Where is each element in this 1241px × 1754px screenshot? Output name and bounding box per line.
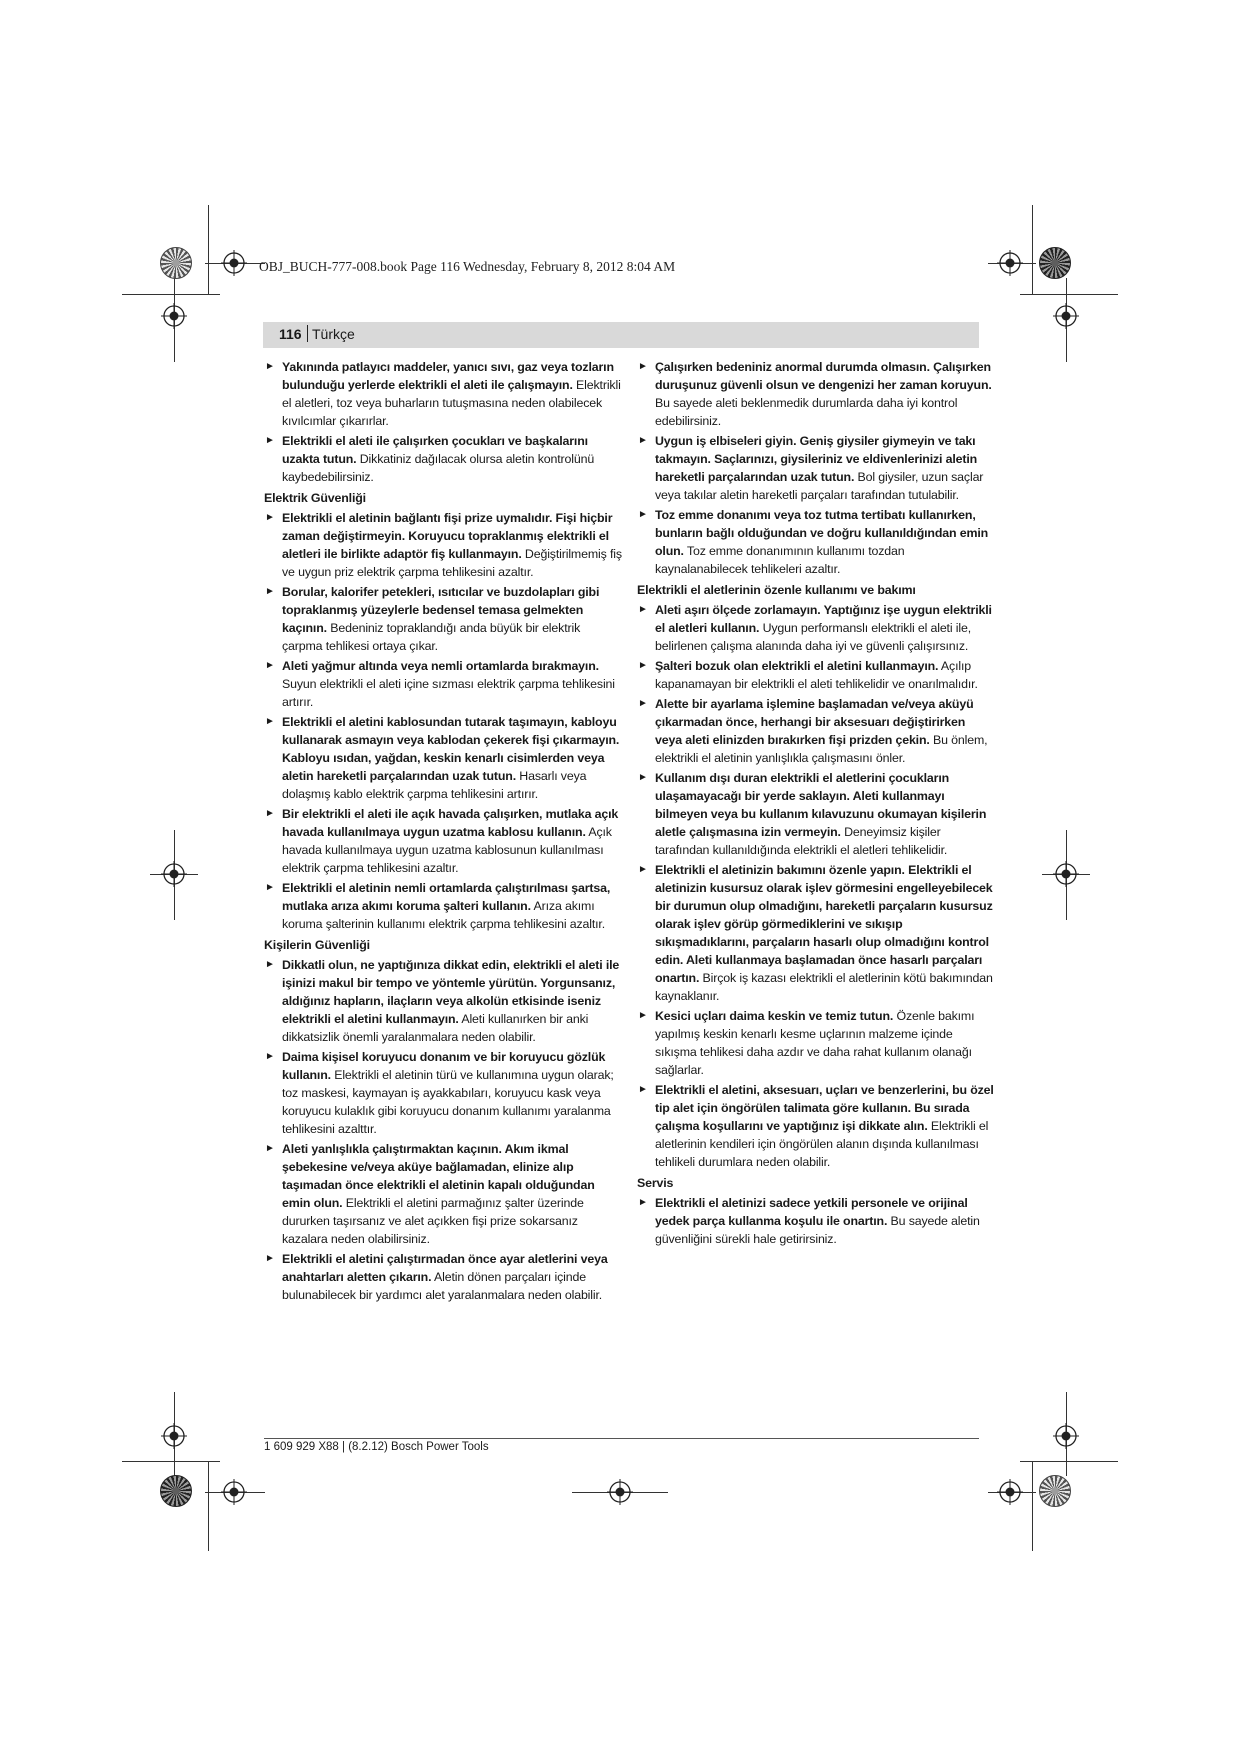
bullet-arrow-icon: ► (265, 1253, 275, 1264)
instruction-bold: Elektrikli el aletini kablosundan tutarak taşımayın, kabloyu kullanarak asmayın veya kablodan çekerek fişi çıkarmayın. Kabloyu ısıdan, yağdan, keskin kenarlı cisimlerden veya aletin hareketli parçalarından uzak tutun. (282, 715, 620, 783)
instruction-text: Arıza akımı koruma şalterinin kullanımı elektrik çarpma tehlikesini azaltır. (282, 899, 606, 931)
bullet-arrow-icon: ► (638, 1084, 648, 1095)
instruction-text: Bu önlem, elektrikli el aletinin yanlışlıkla çalışmasını önler. (655, 733, 988, 765)
bullet-arrow-icon: ► (265, 361, 275, 372)
color-rosette (160, 1475, 192, 1507)
instruction-bold: Borular, kalorifer petekleri, ısıtıcılar ve buzdolapları gibi topraklanmış yüzeylerle bedensel temasa gelmekten kaçının. (282, 585, 600, 635)
section-heading: Elektrikli el aletlerinin özenle kullanımı ve bakımı (637, 583, 916, 597)
instruction-text: Bu sayede aleti beklenmedik durumlarda daha iyi kontrol edebilirsiniz. (655, 396, 958, 428)
instruction-bold: Dikkatli olun, ne yaptığınıza dikkat edin, elektrikli el aleti ile işinizi makul bir tempo ve yöntemle yürütün. Yorgunsanız, aldığınız hapların, ilaçların veya alkolün etkisinde iseniz elektrikli el aletini kullanmayın. (282, 958, 620, 1026)
safety-instruction (264, 1250, 622, 1304)
instruction-bold: Toz emme donanımı veya toz tutma tertibatı kullanırken, bunların bağlı olduğundan ve doğru kullanıldığından emin olun. (655, 508, 989, 558)
instruction-text: Açık havada kullanılmaya uygun uzatma kablosunun kullanılması elektrik çarpma tehlikesini azaltır. (282, 825, 612, 875)
safety-instruction (637, 769, 995, 859)
page-number: 116 (279, 326, 302, 342)
instruction-text: Deneyimsiz kişiler tarafından kullanıldığında elektrikli el aletleri tehlikelidir. (655, 825, 948, 857)
instruction-text: Aleti kullanırken bir anki dikkatsizlik önemli yaralanmalara neden olabilir. (282, 1012, 589, 1044)
safety-instruction (264, 358, 622, 430)
registration-mark (1053, 303, 1079, 329)
instruction-bold: Elektrikli el aletinizin bakımını özenle yapın. Elektrikli el aletinizin kusursuz olarak işlev görmesini engelleyebilecek bir durumun olup olmadığını, hareketli parçaların kusursuz olarak işlev görüp görmediklerini ve sıkışıp sıkışmadıklarını, parçaların hasarlı olup olmadığını kontrol edin. Aleti kullanmaya başlamadan önce hasarlı parçaları onartın. (655, 863, 993, 985)
instruction-text: Elektrikli el aletini parmağınız şalter üzerinde dururken taşırsanız ve alet açıkken fişi prize sokarsanız kazalara neden olabilirsiniz. (282, 1196, 584, 1246)
instruction-bold: Elektrikli el aletinin nemli ortamlarda çalıştırılması şartsa, mutlaka arıza akımı koruma şalteri kullanın. (282, 881, 611, 913)
safety-instruction (637, 601, 995, 655)
instruction-bold: Aleti yağmur altında veya nemli ortamlarda bırakmayın. (282, 659, 599, 673)
instruction-bold: Aleti yanlışlıkla çalıştırmaktan kaçının. Akım ikmal şebekesine ve/veya aküye bağlamadan, elinize alıp taşımadan önce elektrikli el aletinin kapalı olduğundan emin olun. (282, 1142, 595, 1210)
print-job-header: OBJ_BUCH-777-008.book Page 116 Wednesday, February 8, 2012 8:04 AM (259, 259, 676, 274)
color-rosette (1039, 247, 1071, 279)
instruction-text: Bol giysiler, uzun saçlar veya takılar aletin hareketli parçaları tarafından tutulabilir. (655, 470, 984, 502)
safety-instruction (637, 861, 995, 1005)
safety-instruction (264, 1048, 622, 1138)
footer-rule (264, 1438, 979, 1439)
registration-mark (161, 303, 187, 329)
instruction-text: Aletin dönen parçaları içinde bulunabilecek bir yardımcı alet yaralanmalara neden olabilir. (282, 1270, 603, 1302)
safety-instruction (637, 506, 995, 578)
bullet-arrow-icon: ► (638, 604, 648, 615)
section-heading: Kişilerin Güvenliği (264, 938, 370, 952)
safety-instruction (264, 432, 622, 486)
instruction-text: Elektrikli el aletinin türü ve kullanımına uygun olarak; toz maskesi, kaymayan iş ayakkabıları, koruyucu kask veya koruyucu kulaklık gibi koruyucu donanım kullanımı yaralanma tehlikesini azalttır. (282, 1068, 614, 1136)
bullet-arrow-icon: ► (265, 716, 275, 727)
instruction-bold: Elektrikli el aletini çalıştırmadan önce ayar aletlerini veya anahtarları aletten çıkarın. (282, 1252, 608, 1284)
instruction-text: Dikkatiniz dağılacak olursa aletin kontrolünü kaybedebilirsiniz. (282, 452, 595, 484)
instruction-text: Suyun elektrikli el aleti içine sızması elektrik çarpma tehlikesini artırır. (282, 677, 615, 709)
safety-instruction (637, 1007, 995, 1079)
bullet-arrow-icon: ► (638, 698, 648, 709)
instruction-bold: Kesici uçları daima keskin ve temiz tutun. (655, 1009, 894, 1023)
registration-mark (1053, 1423, 1079, 1449)
bullet-arrow-icon: ► (638, 1197, 648, 1208)
safety-instruction (264, 805, 622, 877)
instruction-bold: Elektrikli el aleti ile çalışırken çocukları ve başkalarını uzakta tutun. (282, 434, 588, 466)
bullet-arrow-icon: ► (265, 882, 275, 893)
instruction-bold: Elektrikli el aletinin bağlantı fişi prize uymalıdır. Fişi hiçbir zaman değiştirmeyin. Koruyucu topraklanmış elektrikli el aletleri ile birlikte adaptör fiş kullanmayın. (282, 511, 613, 561)
instruction-text: Hasarlı veya dolaşmış kablo elektrik çarpma tehlikesini artırır. (282, 769, 587, 801)
right-column (637, 358, 995, 1250)
instruction-text: Elektrikli el aletlerinin kendileri için öngörülen alanın dışında kullanılması tehlikeli durumlara neden olabilir. (655, 1119, 989, 1169)
instruction-text: Açılıp kapanamayan bir elektrikli el aleti tehlikelidir ve onarılmalıdır. (655, 659, 978, 691)
instruction-bold: Kullanım dışı duran elektrikli el aletlerini çocukların ulaşamayacağı bir yerde saklayın. Aleti kullanmayı bilmeyen veya bu kullanım kılavuzunu okumayan kişilerin aletle çalışmasına izin vermeyin. (655, 771, 987, 839)
bullet-arrow-icon: ► (265, 660, 275, 671)
bullet-arrow-icon: ► (638, 660, 648, 671)
instruction-text: Birçok iş kazası elektrikli el aletlerinin kötü bakımından kaynaklanır. (655, 971, 993, 1003)
safety-instruction (637, 657, 995, 693)
footer-text: 1 609 929 X88 | (8.2.12) Bosch Power Tools (264, 1441, 489, 1453)
bullet-arrow-icon: ► (638, 1010, 648, 1021)
bullet-arrow-icon: ► (638, 361, 648, 372)
instruction-text: Değiştirilmemiş fiş ve uygun priz elektrik çarpma tehlikesini azaltır. (282, 547, 622, 579)
section-heading: Elektrik Güvenliği (264, 491, 366, 505)
safety-instruction (264, 657, 622, 711)
instruction-bold: Daima kişisel koruyucu donanım ve bir koruyucu gözlük kullanın. (282, 1050, 606, 1082)
safety-instruction (264, 879, 622, 933)
bullet-arrow-icon: ► (265, 959, 275, 970)
bullet-arrow-icon: ► (638, 509, 648, 520)
instruction-text: Bu sayede aletin güvenliğini sürekli hale getirirsiniz. (655, 1214, 980, 1246)
header-separator (307, 325, 308, 342)
registration-mark (1053, 861, 1079, 887)
bullet-arrow-icon: ► (638, 772, 648, 783)
registration-mark (607, 1479, 633, 1505)
safety-instruction (264, 1140, 622, 1248)
instruction-text: Bedeniniz topraklandığı anda büyük bir elektrik çarpma tehlikesi ortaya çıkar. (282, 621, 581, 653)
safety-instruction (637, 1081, 995, 1171)
bullet-arrow-icon: ► (265, 808, 275, 819)
instruction-bold: Alette bir ayarlama işlemine başlamadan ve/veya aküyü çıkarmadan önce, herhangi bir aksesuarı değiştirirken veya aleti elinizden bırakırken fişi prizden çekin. (655, 697, 974, 747)
registration-mark (221, 1479, 247, 1505)
page-header-bar (263, 322, 979, 348)
color-rosette (160, 247, 192, 279)
bullet-arrow-icon: ► (265, 435, 275, 446)
instruction-bold: Yakınında patlayıcı maddeler, yanıcı sıvı, gaz veya tozların bulunduğu yerlerde elektrikli el aleti ile çalışmayın. (282, 360, 614, 392)
bullet-arrow-icon: ► (265, 512, 275, 523)
bullet-arrow-icon: ► (638, 864, 648, 875)
safety-instruction (637, 695, 995, 767)
safety-instruction (264, 509, 622, 581)
safety-instruction (264, 713, 622, 803)
safety-instruction (264, 956, 622, 1046)
instruction-bold: Çalışırken bedeniniz anormal durumda olmasın. Çalışırken duruşunuz güvenli olsun ve dengenizi her zaman koruyun. (655, 360, 992, 392)
instruction-bold: Uygun iş elbiseleri giyin. Geniş giysiler giymeyin ve takı takmayın. Saçlarınızı, giysileriniz ve eldivenlerinizi aletin hareketli parçalarından uzak tutun. (655, 434, 978, 484)
section-heading: Servis (637, 1176, 674, 1190)
registration-mark (997, 250, 1023, 276)
instruction-text: Uygun performanslı elektrikli el aleti ile, belirlenen çalışma alanında daha iyi ve güvenli çalışırsınız. (655, 621, 971, 653)
instruction-bold: Bir elektrikli el aleti ile açık havada çalışırken, mutlaka açık havada kullanılmaya uygun uzatma kablosu kullanın. (282, 807, 619, 839)
instruction-bold: Elektrikli el aletinizi sadece yetkili personele ve orijinal yedek parça kullanma koşulu ile onartın. (655, 1196, 968, 1228)
instruction-bold: Elektrikli el aletini, aksesuarı, uçları ve benzerlerini, bu özel tip alet için öngörülen talimata göre kullanın. Bu sırada çalışma koşullarını ve yaptığınız işi dikkate alın. (655, 1083, 994, 1133)
instruction-text: Toz emme donanımının kullanımı tozdan kaynalanabilecek tehlikeleri azaltır. (655, 544, 905, 576)
instruction-bold: Aleti aşırı ölçede zorlamayın. Yaptığınız işe uygun elektrikli el aletleri kullanın. (655, 603, 992, 635)
registration-mark (221, 250, 247, 276)
registration-mark (997, 1479, 1023, 1505)
instruction-bold: Şalteri bozuk olan elektrikli el aletini kullanmayın. (655, 659, 939, 673)
bullet-arrow-icon: ► (265, 1051, 275, 1062)
color-rosette (1039, 1475, 1071, 1507)
bullet-arrow-icon: ► (265, 1143, 275, 1154)
registration-mark (161, 861, 187, 887)
safety-instruction (637, 1194, 995, 1248)
registration-mark (161, 1423, 187, 1449)
page-language: Türkçe (312, 326, 355, 342)
safety-instruction (264, 583, 622, 655)
left-column (264, 358, 622, 1306)
bullet-arrow-icon: ► (638, 435, 648, 446)
instruction-text: Elektrikli el aletleri, toz veya buharların tutuşmasına neden olabilecek kıvılcımlar çıkarırlar. (282, 378, 621, 428)
instruction-text: Özenle bakımı yapılmış keskin kenarlı kesme uçlarının malzeme içinde sıkışma tehlikesi daha azdır ve daha rahat kullanım olanağı sağlarlar. (655, 1009, 975, 1077)
safety-instruction (637, 432, 995, 504)
bullet-arrow-icon: ► (265, 586, 275, 597)
safety-instruction (637, 358, 995, 430)
